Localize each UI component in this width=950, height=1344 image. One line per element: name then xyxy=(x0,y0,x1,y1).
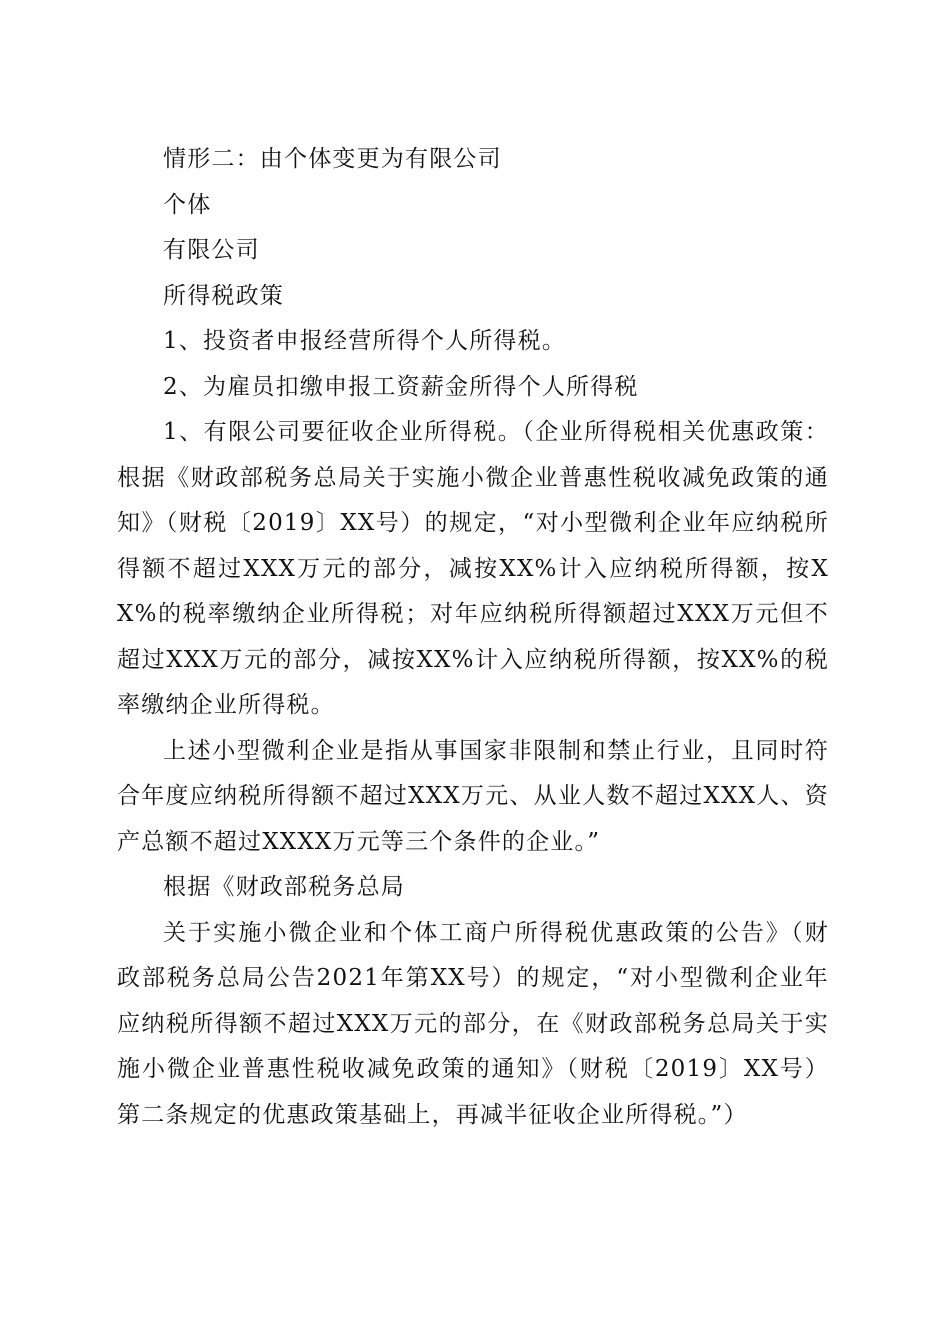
paragraph-income-tax-policy: 所得税政策 xyxy=(163,282,284,309)
paragraph-limited-company: 有限公司 xyxy=(163,237,260,263)
paragraph-individual: 个体 xyxy=(163,191,212,218)
paragraph-employee-withholding: 2、为雇员扣缴申报工资薪金所得个人所得税 xyxy=(163,373,639,400)
paragraph-situation-two: 情形二：由个体变更为有限公司 xyxy=(163,146,502,172)
document-body xyxy=(117,137,829,1138)
paragraph-enterprise-income-tax: 1、有限公司要征收企业所得税。（企业所得税相关优惠政策：根据《财政部税务总局关于实施小微企业普惠性税收减免政策的通知》（财税〔2019〕XX号）的规定，“对小型微利企业年应纳税所得额不超过XXX万元的部分，减按XX%计入应纳税所得额，按XX%的税率缴纳企业所得税；对年应纳税所得额超过XXX万元但不超过XXX万元的部分，减按XX%计入应纳税所得额，按XX%的税率缴纳企业所得税。 xyxy=(117,419,829,718)
paragraph-announcement-2021: 关于实施小微企业和个体工商户所得税优惠政策的公告》（财政部税务总局公告2021年第XX号）的规定，“对小型微利企业年应纳税所得额不超过XXX万元的部分，在《财政部税务总局关于实施小微企业普惠性税收减免政策的通知》（财税〔2019〕XX号）第二条规定的优惠政策基础上，再减半征收企业所得税。”） xyxy=(117,919,829,1128)
paragraph-small-micro-definition: 上述小型微利企业是指从事国家非限制和禁止行业，且同时符合年度应纳税所得额不超过XXX万元、从业人数不超过XXX人、资产总额不超过XXXX万元等三个条件的企业。” xyxy=(117,737,829,855)
paragraph-investor-declaration: 1、投资者申报经营所得个人所得税。 xyxy=(163,328,567,354)
paragraph-according-to: 根据《财政部税务总局 xyxy=(163,874,405,900)
